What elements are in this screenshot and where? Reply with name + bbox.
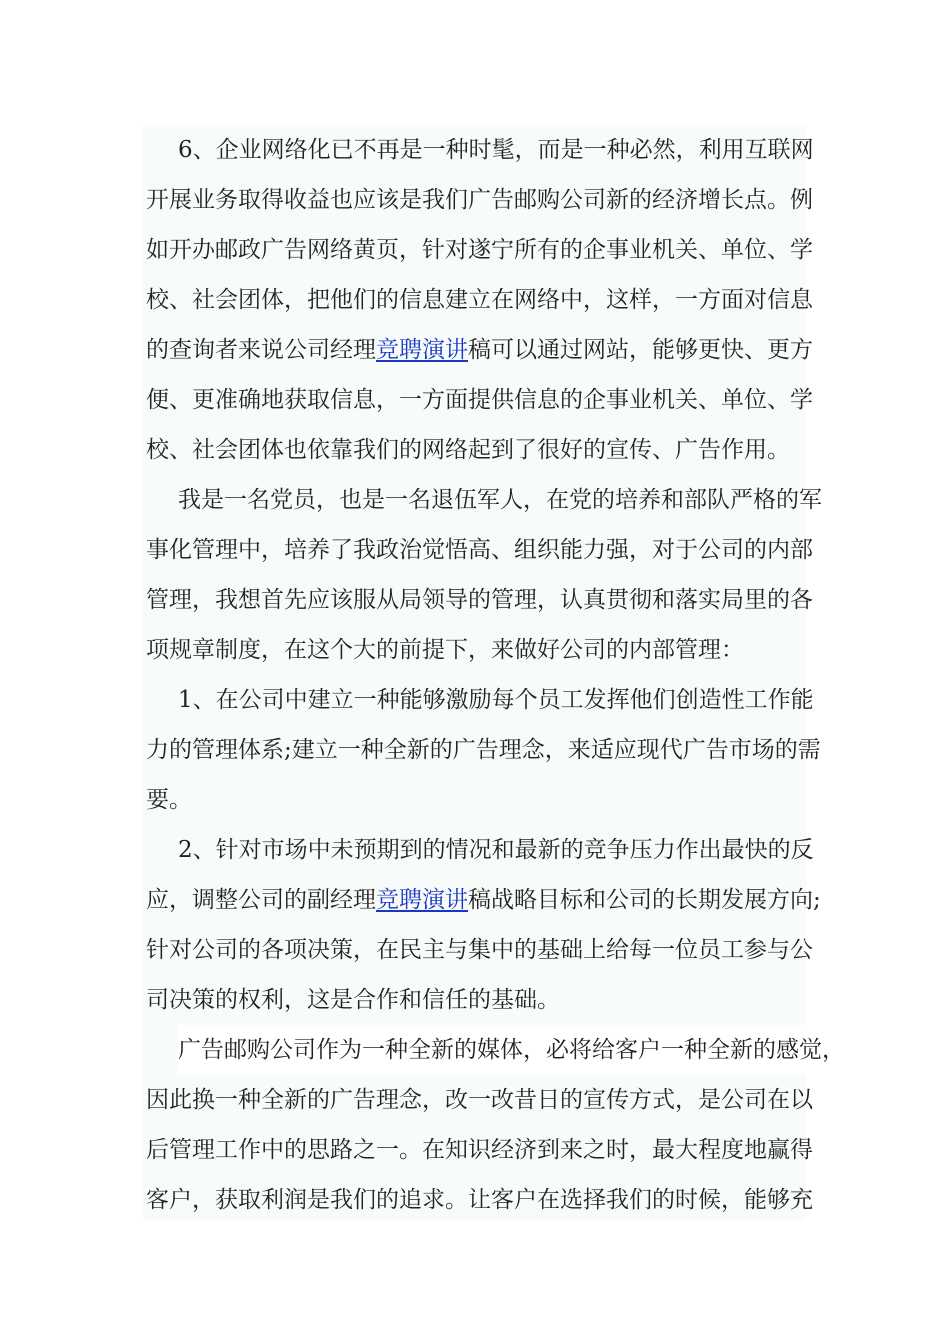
text-line xyxy=(146,275,813,325)
text-segment: 管理，我想首先应该服从局领导的管理，认真贯彻和落实局里的各 xyxy=(146,587,813,613)
text-segment: 的查询者来说公司经理 xyxy=(146,337,376,363)
text-segment: 6、企业网络化已不再是一种时髦，而是一种必然，利用互联网 xyxy=(178,137,814,163)
text-segment: 如开办邮政广告网络黄页，针对遂宁所有的企事业机关、单位、学 xyxy=(146,237,813,263)
text-segment: 后管理工作中的思路之一。在知识经济到来之时，最大程度地赢得 xyxy=(146,1137,813,1163)
text-segment: 事化管理中，培养了我政治觉悟高、组织能力强，对于公司的内部 xyxy=(146,537,813,563)
text-line xyxy=(178,825,814,875)
text-segment: 我是一名党员，也是一名退伍军人，在党的培养和部队严格的军 xyxy=(178,487,822,513)
text-line xyxy=(146,625,744,675)
text-segment: 应，调整公司的副经理 xyxy=(146,887,376,913)
text-line xyxy=(178,675,814,725)
text-line xyxy=(146,925,813,975)
text-segment: 2、针对市场中未预期到的情况和最新的竞争压力作出最快的反 xyxy=(178,837,814,863)
text-line xyxy=(146,975,560,1025)
text-line xyxy=(146,425,790,475)
text-segment: 因此换一种全新的广告理念，改一改昔日的宣传方式，是公司在以 xyxy=(146,1087,813,1113)
text-segment: 校、社会团体也依靠我们的网络起到了很好的宣传、广告作用。 xyxy=(146,437,790,463)
text-line xyxy=(146,775,192,825)
text-line xyxy=(146,175,813,225)
text-segment: 要。 xyxy=(146,787,192,813)
text-segment: 稿可以通过网站，能够更快、更方 xyxy=(468,337,813,363)
keyword-link[interactable]: 竞聘演讲 xyxy=(376,337,468,363)
text-line xyxy=(146,725,821,775)
text-segment: 客户，获取利润是我们的追求。让客户在选择我们的时候，能够充 xyxy=(146,1187,813,1213)
text-line xyxy=(146,525,813,575)
text-line xyxy=(178,1025,845,1075)
text-line xyxy=(146,325,813,375)
text-segment: 司决策的权利，这是合作和信任的基础。 xyxy=(146,987,560,1013)
text-line xyxy=(178,125,814,175)
text-segment: 针对公司的各项决策，在民主与集中的基础上给每一位员工参与公 xyxy=(146,937,813,963)
text-line xyxy=(146,375,813,425)
text-segment: 开展业务取得收益也应该是我们广告邮购公司新的经济增长点。例 xyxy=(146,187,813,213)
text-line xyxy=(146,1075,813,1125)
text-segment: 1、在公司中建立一种能够激励每个员工发挥他们创造性工作能 xyxy=(178,687,814,713)
text-segment: 广告邮购公司作为一种全新的媒体，必将给客户一种全新的感觉， xyxy=(178,1037,845,1063)
text-line xyxy=(146,1125,813,1175)
text-segment: 稿战略目标和公司的长期发展方向; xyxy=(468,887,821,913)
text-segment: 便、更准确地获取信息，一方面提供信息的企事业机关、单位、学 xyxy=(146,387,813,413)
text-line xyxy=(146,225,813,275)
text-line xyxy=(146,1175,813,1225)
text-segment: 校、社会团体，把他们的信息建立在网络中，这样，一方面对信息 xyxy=(146,287,813,313)
text-line xyxy=(178,475,822,525)
text-line xyxy=(146,575,813,625)
text-line xyxy=(146,875,821,925)
text-segment: 项规章制度，在这个大的前提下，来做好公司的内部管理： xyxy=(146,637,744,663)
keyword-link[interactable]: 竞聘演讲 xyxy=(376,887,468,913)
text-segment: 力的管理体系;建立一种全新的广告理念，来适应现代广告市场的需 xyxy=(146,737,821,763)
